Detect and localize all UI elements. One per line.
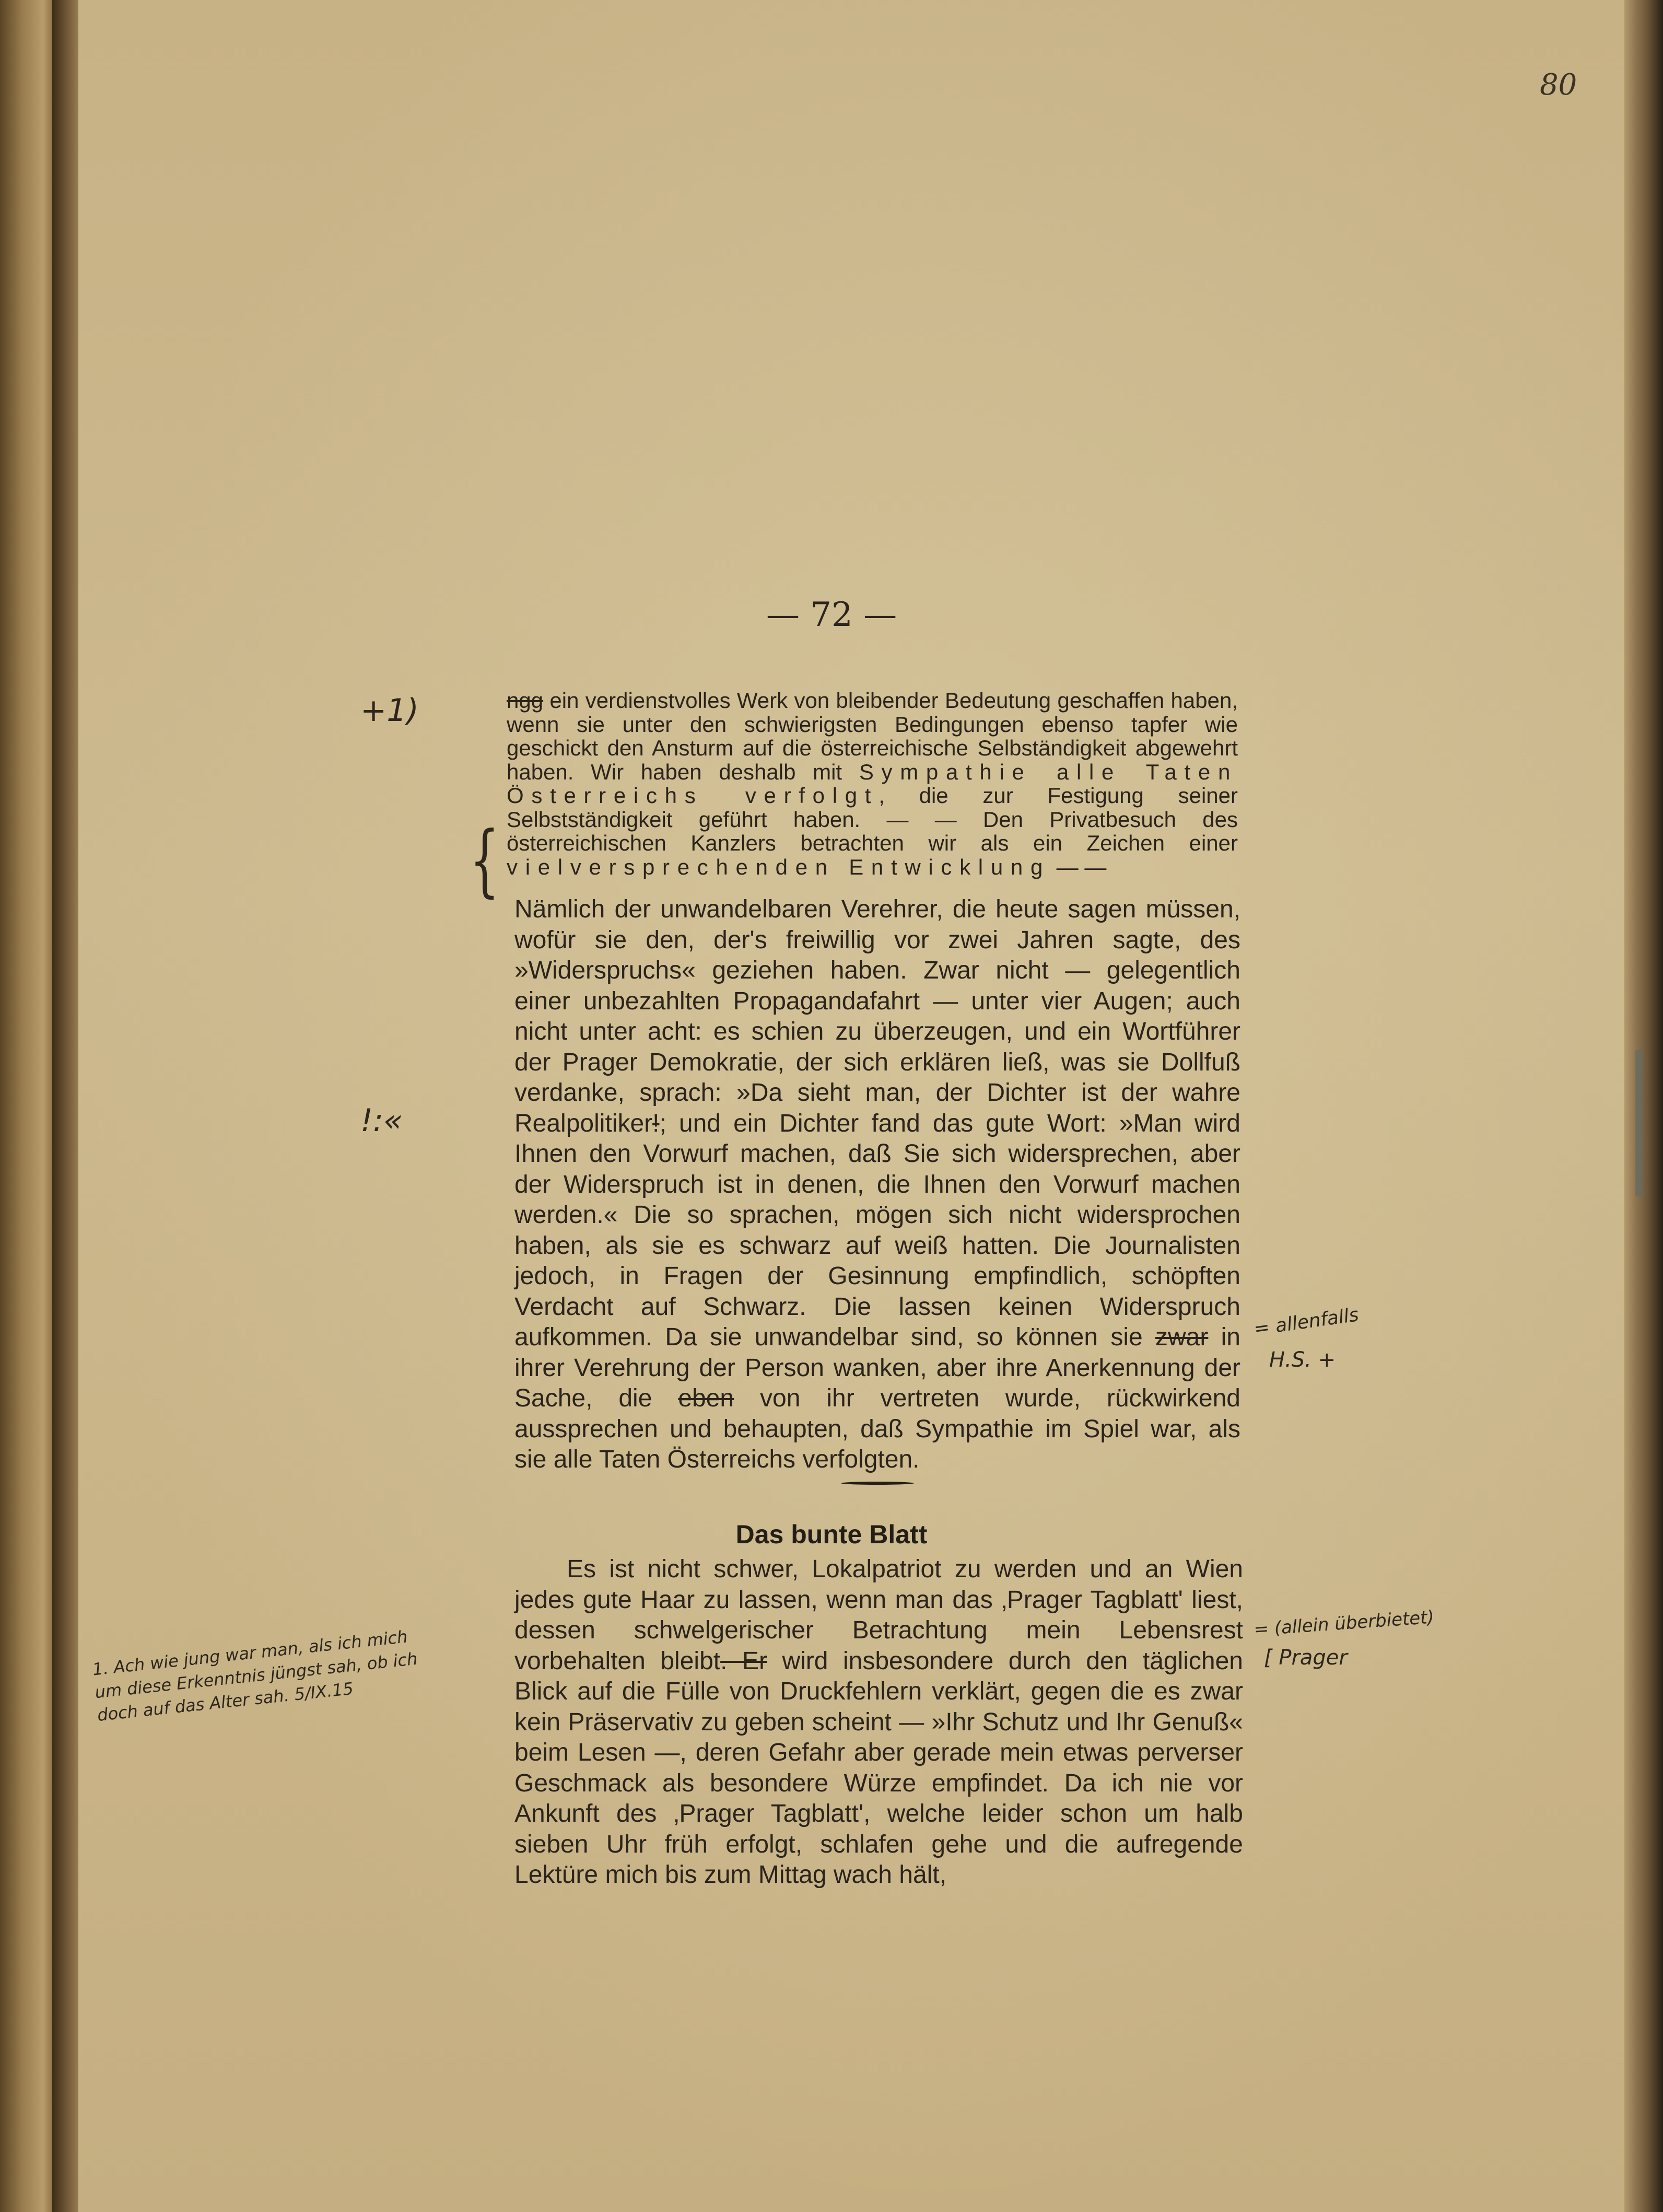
margin-note: [ Prager [1264, 1646, 1348, 1670]
struck-word: zwar [1155, 1323, 1209, 1351]
body-text: mein Lebensrest vorbehalten bleibt [514, 1616, 1243, 1675]
struck-word: ngg [507, 688, 544, 713]
quote-text: ein verdienstvolles Werk von bleibender Bedeutung geschaffen haben, wenn sie unter den schwierigsten Bedingungen ebenso tapfer wie geschickt den Ansturm auf die österreichische Selbständigkeit abgewehrt haben. Wir haben deshalb mit [507, 688, 1238, 784]
section-heading: Das bunte Blatt [735, 1520, 928, 1549]
body-paragraph [514, 1554, 1243, 1891]
section-divider [841, 1482, 914, 1485]
quote-paragraph [507, 689, 1238, 879]
struck-word: eben [678, 1384, 734, 1412]
body-text: ; und ein Dichter fand das gute Wort: »Man wird Ihnen den Vorwurf machen, daß Sie sich widersprechen, aber der Widerspruch ist in denen, die Ihnen den Vorwurf machen werden.« Die so sprachen, mögen sich nicht widersprochen haben, als sie es schwarz auf weiß hatten. Die Journalisten jedoch, in Fragen der Gesinnung empfindlich, schöpften Verdacht auf Schwarz. Die lassen keinen Widerspruch aufkommen. Da sie unwandelbar sind, so können sie [514, 1109, 1240, 1351]
margin-note: !:« [360, 1102, 403, 1139]
margin-note: = allenfalls [1252, 1304, 1361, 1340]
body-text: wird insbesondere durch den täglichen Blick auf die [514, 1647, 1243, 1705]
body-text: Fülle von Druckfehlern verklärt, gegen die es zwar kein Präservativ zu geben scheint — »Ihr Schutz und Ihr Genuß« beim Lesen —, deren Gefahr aber gerade mein etwas perverser Geschmack als besondere Würze empfindet. Da ich nie vor Ankunft des ‚Prager Tagblatt', welche leider schon um halb sieben Uhr früh erfolgt, schlafen gehe und die aufregende Lektüre mich bis zum Mittag wach hält, [514, 1678, 1243, 1889]
body-text: in ihrer Verehrung der Person wanken, aber ihre Anerkennung der Sache, die [514, 1323, 1240, 1412]
body-text: von ihr vertreten wurde, rückwirkend aussprechen und behaupten, daß Sympathie im Spiel war, als sie alle Taten Österreichs verfolgten. [514, 1384, 1240, 1473]
margin-brace: { [470, 815, 500, 906]
spaced-emphasis: vielversprechenden Entwicklung [507, 854, 1050, 879]
spaced-emphasis: Sympathie alle Taten Österreichs verfolgt [507, 759, 1238, 808]
body-paragraph [514, 894, 1240, 1475]
quote-text: , die zur Festigung seiner Selbstständigkeit geführt haben. — — Den Privatbesuch des österreichischen Kanzlers betrachten wir als ein Zeichen einer [507, 783, 1238, 855]
color-strip [1635, 1050, 1643, 1196]
margin-note-handwritten: 1. Ach wie jung war man, als ich mich um diese Erkenntnis jüngst sah, ob ich doch auf das Alter sah. 5/IX.15 [91, 1626, 418, 1726]
page-number: — 72 — [766, 596, 897, 634]
struck-word: ! [652, 1109, 660, 1137]
quote-text: — — [1050, 854, 1107, 879]
left-page-edge [0, 0, 57, 2212]
struck-word: . Er [720, 1647, 767, 1675]
archive-folio-number: 80 [1540, 68, 1577, 102]
margin-note: = (allein überbietet) [1253, 1606, 1435, 1640]
margin-note: H.S. + [1269, 1348, 1336, 1372]
right-page-edge [1624, 0, 1663, 2212]
body-text: Nämlich der unwandelbaren Verehrer, die heute sagen müssen, wofür sie den, der's freiwillig vor zwei Jahren sagte, des »Widerspruchs« geziehen haben. Zwar nicht — gelegentlich einer unbezahlten Propagandafahrt — unter vier Augen; auch nicht unter acht: es schien zu überzeugen, und ein Wortführer der Prager Demokratie, der sich erklären ließ, was sie Dollfuß verdanke, sprach: »Da sieht man, der Dichter ist der wahre Realpolitiker [514, 895, 1240, 1137]
margin-note: +1) [360, 692, 419, 729]
body-text: Es ist nicht schwer, Lokalpatriot zu werden und an Wien jedes gute Haar zu lassen, wenn man das ‚Prager Tagblatt' liest, dessen schwelgerischer Betrachtung [514, 1555, 1243, 1644]
